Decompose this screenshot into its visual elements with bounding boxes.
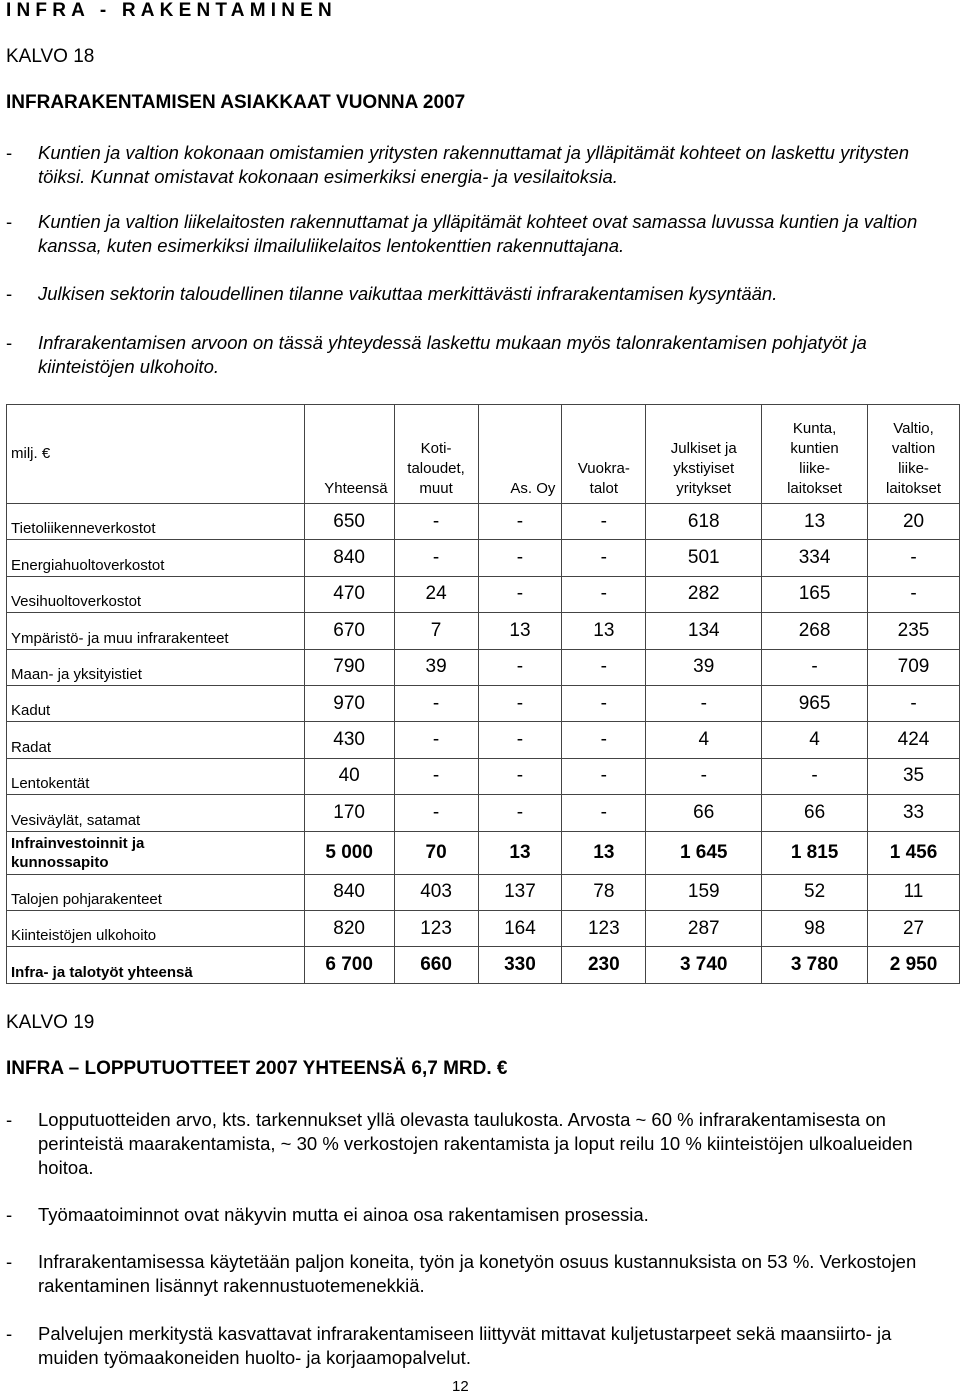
table-cell: 790 [304, 649, 394, 685]
bullet-dash: - [6, 1109, 13, 1130]
table-cell: - [868, 685, 960, 721]
column-header: Yhteensä [304, 405, 394, 504]
table-cell: 287 [646, 910, 762, 946]
kalvo-18-bullet [6, 282, 926, 306]
table-cell: 230 [562, 947, 646, 983]
table-cell: - [562, 540, 646, 576]
bullet-text: Lopputuotteiden arvo, kts. tarkennukset yllä olevasta taulukosta. Arvosta ~ 60 % infrarakentamisesta on perinteistä maarakentamista, ~ 30 % verkostojen rakentamista ja loput reilu 10 % kiinteistöjen ulkoalueiden hoitoa. [38, 1109, 913, 1178]
table-row [7, 831, 960, 874]
table-row [7, 613, 960, 649]
table-cell: 137 [478, 874, 562, 910]
row-label: Radat [7, 722, 305, 758]
table-cell: 78 [562, 874, 646, 910]
table-cell: 159 [646, 874, 762, 910]
bullet-text: Infrarakentamisessa käytetään paljon koneita, työn ja konetyön osuus kustannuksista on 53 %. Verkostojen rakentaminen lisännyt rakennustuotemenekkiä. [38, 1251, 917, 1296]
row-label: Energiahuoltoverkostot [7, 540, 305, 576]
table-cell: 20 [868, 504, 960, 540]
table-cell: 35 [868, 758, 960, 794]
row-label: Infra- ja talotyöt yhteensä [7, 947, 305, 983]
table-cell: - [562, 722, 646, 758]
bullet-dash: - [6, 1251, 13, 1272]
row-label: Kadut [7, 685, 305, 721]
table-cell: 3 740 [646, 947, 762, 983]
table-cell: - [394, 795, 478, 831]
column-header: Valtio, valtion liike- laitokset [868, 405, 960, 504]
table-cell: - [394, 758, 478, 794]
table-cell: 66 [646, 795, 762, 831]
table-cell: 1 456 [868, 831, 960, 874]
bullet-text: Julkisen sektorin taloudellinen tilanne vaikuttaa merkittävästi infrarakentamisen kysyntään. [38, 283, 778, 304]
kalvo-18-bullet [6, 331, 926, 379]
table-cell: 660 [394, 947, 478, 983]
table-cell: 470 [304, 576, 394, 612]
bullet-dash: - [6, 211, 13, 232]
table-cell: 965 [762, 685, 868, 721]
column-header: Vuokra- talot [562, 405, 646, 504]
table-row [7, 649, 960, 685]
table-cell: 282 [646, 576, 762, 612]
table-cell: 5 000 [304, 831, 394, 874]
table-cell: 24 [394, 576, 478, 612]
column-header: Koti- taloudet, muut [394, 405, 478, 504]
table-cell: 40 [304, 758, 394, 794]
table-cell: 1 645 [646, 831, 762, 874]
row-label: Tietoliikenneverkostot [7, 504, 305, 540]
table-cell: 330 [478, 947, 562, 983]
kalvo-19-bullet [6, 1203, 926, 1227]
table-row [7, 504, 960, 540]
table-cell: 134 [646, 613, 762, 649]
table-cell: - [646, 685, 762, 721]
row-label: Vesihuoltoverkostot [7, 576, 305, 612]
unit-label: milj. € [7, 405, 305, 504]
table-cell: 39 [394, 649, 478, 685]
table-cell: 170 [304, 795, 394, 831]
table-cell: 164 [478, 910, 562, 946]
table-row [7, 947, 960, 983]
table-cell: - [562, 649, 646, 685]
table-cell: - [762, 758, 868, 794]
kalvo-18-bullet [6, 141, 926, 189]
table-row [7, 910, 960, 946]
table-cell: 13 [762, 504, 868, 540]
table-cell: 7 [394, 613, 478, 649]
table-cell: 52 [762, 874, 868, 910]
table-cell: - [562, 576, 646, 612]
table-cell: 424 [868, 722, 960, 758]
table-cell: 235 [868, 613, 960, 649]
table-cell: 123 [394, 910, 478, 946]
table-cell: 430 [304, 722, 394, 758]
table-cell: 618 [646, 504, 762, 540]
table-cell: 268 [762, 613, 868, 649]
kalvo-18-label: KALVO 18 [6, 46, 95, 67]
table-cell: - [478, 504, 562, 540]
table-cell: 2 950 [868, 947, 960, 983]
bullet-text: Kuntien ja valtion liikelaitosten rakennuttamat ja ylläpitämät kohteet ovat samassa luvussa kuntien ja valtion kanssa, kuten esimerkiksi ilmailuliikelaitos lentokenttien rakennuttajana. [38, 211, 918, 256]
table-cell: 970 [304, 685, 394, 721]
table-cell: 670 [304, 613, 394, 649]
bullet-text: Kuntien ja valtion kokonaan omistamien yritysten rakennuttamat ja ylläpitämät kohteet on laskettu yritysten töiksi. Kunnat omistavat kokonaan esimerkiksi energia- ja vesilaitoksia. [38, 142, 909, 187]
row-label: Infrainvestoinnit ja kunnossapito [7, 831, 305, 874]
table-cell: - [646, 758, 762, 794]
table-cell: 3 780 [762, 947, 868, 983]
table-cell: 165 [762, 576, 868, 612]
table-cell: 820 [304, 910, 394, 946]
table-cell: 650 [304, 504, 394, 540]
table-cell: 33 [868, 795, 960, 831]
row-label: Kiinteistöjen ulkohoito [7, 910, 305, 946]
page-number: 12 [452, 1378, 469, 1395]
table-cell: 98 [762, 910, 868, 946]
table-row [7, 758, 960, 794]
kalvo-19-bullet [6, 1250, 926, 1298]
table-cell: - [868, 576, 960, 612]
table-cell: 13 [478, 613, 562, 649]
table-cell: - [478, 795, 562, 831]
column-header: Julkiset ja ykstiyiset yritykset [646, 405, 762, 504]
table-row [7, 722, 960, 758]
table-cell: 1 815 [762, 831, 868, 874]
table-cell: - [394, 685, 478, 721]
table-cell: - [562, 758, 646, 794]
table-cell: - [394, 540, 478, 576]
row-label: Maan- ja yksityistiet [7, 649, 305, 685]
bullet-dash: - [6, 1323, 13, 1344]
document-header: INFRA - RAKENTAMINEN [6, 0, 337, 21]
row-label: Vesiväylät, satamat [7, 795, 305, 831]
bullet-dash: - [6, 142, 13, 163]
kalvo-18-title: INFRARAKENTAMISEN ASIAKKAAT VUONNA 2007 [6, 92, 466, 113]
table-row [7, 576, 960, 612]
table-cell: - [478, 685, 562, 721]
table-cell: 6 700 [304, 947, 394, 983]
table-cell: 4 [762, 722, 868, 758]
table-cell: 123 [562, 910, 646, 946]
table-cell: - [562, 685, 646, 721]
table-cell: 840 [304, 540, 394, 576]
table-row [7, 874, 960, 910]
bullet-text: Infrarakentamisen arvoon on tässä yhteydessä laskettu mukaan myös talonrakentamisen pohjatyöt ja kiinteistöjen ulkohoito. [38, 332, 867, 377]
table-row [7, 795, 960, 831]
table-cell: 39 [646, 649, 762, 685]
table-header-row [7, 405, 960, 504]
table-cell: - [478, 758, 562, 794]
table-cell: - [478, 576, 562, 612]
table-cell: 70 [394, 831, 478, 874]
row-label: Ympäristö- ja muu infrarakenteet [7, 613, 305, 649]
table-cell: 501 [646, 540, 762, 576]
row-label: Lentokentät [7, 758, 305, 794]
kalvo-19-title: INFRA – LOPPUTUOTTEET 2007 YHTEENSÄ 6,7 MRD. € [6, 1058, 508, 1079]
table-row [7, 540, 960, 576]
kalvo-18-bullet [6, 210, 926, 258]
column-header: As. Oy [478, 405, 562, 504]
table-cell: 334 [762, 540, 868, 576]
table-cell: 27 [868, 910, 960, 946]
bullet-text: Työmaatoiminnot ovat näkyvin mutta ei ainoa osa rakentamisen prosessia. [38, 1204, 649, 1225]
table-cell: - [394, 722, 478, 758]
table-cell: - [478, 722, 562, 758]
bullet-dash: - [6, 1204, 13, 1225]
table-cell: 13 [478, 831, 562, 874]
table-cell: - [394, 504, 478, 540]
row-label: Talojen pohjarakenteet [7, 874, 305, 910]
table-cell: 66 [762, 795, 868, 831]
kalvo-19-bullet [6, 1322, 926, 1370]
column-header: Kunta, kuntien liike- laitokset [762, 405, 868, 504]
table-cell: 709 [868, 649, 960, 685]
bullet-dash: - [6, 283, 13, 304]
table-cell: 13 [562, 613, 646, 649]
table-cell: - [478, 649, 562, 685]
bullet-text: Palvelujen merkitystä kasvattavat infrarakentamiseen liittyvät mittavat kuljetustarpeet sekä maansiirto- ja muiden työmaakoneiden huolto- ja korjaamopalvelut. [38, 1323, 892, 1368]
table-cell: - [868, 540, 960, 576]
table-cell: - [562, 504, 646, 540]
clients-table [6, 404, 960, 984]
table-row [7, 685, 960, 721]
table-cell: - [762, 649, 868, 685]
table-cell: 13 [562, 831, 646, 874]
table-cell: 840 [304, 874, 394, 910]
bullet-dash: - [6, 332, 13, 353]
table-cell: 4 [646, 722, 762, 758]
table-cell: - [562, 795, 646, 831]
table-cell: 403 [394, 874, 478, 910]
table-cell: 11 [868, 874, 960, 910]
kalvo-19-bullet [6, 1108, 926, 1180]
kalvo-19-label: KALVO 19 [6, 1012, 95, 1033]
table-cell: - [478, 540, 562, 576]
